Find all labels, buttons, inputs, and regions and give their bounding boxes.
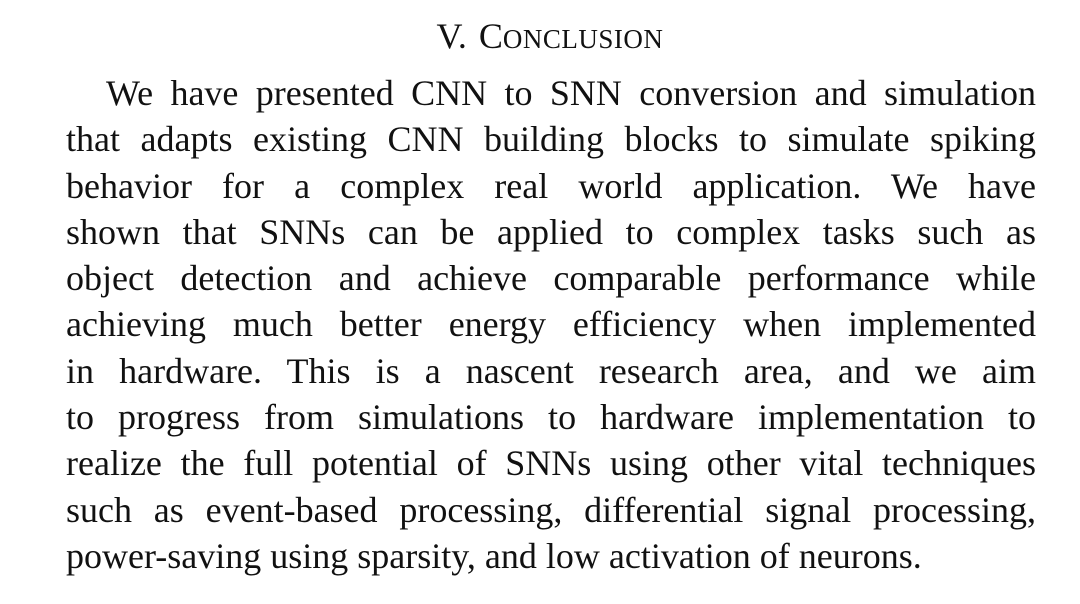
paragraph-line: such as event-based processing, differential signal processing, [66, 489, 1036, 530]
paragraph-line: power-saving using sparsity, and low activation of neurons. [66, 535, 922, 576]
paragraph-line: behavior for a complex real world application. We have [66, 165, 1036, 206]
paragraph-line: realize the full potential of SNNs using other vital techniques [66, 443, 1036, 484]
paragraph-line: to progress from simulations to hardware implementation to [66, 397, 1036, 438]
paragraph-line: We have presented CNN to SNN conversion and simulation [106, 73, 1036, 113]
paragraph-line: object detection and achieve comparable performance while [66, 258, 1036, 299]
paragraph-line: achieving much better energy efficiency when implemented [66, 304, 1036, 345]
conclusion-paragraph [66, 70, 1036, 579]
paragraph-line: in hardware. This is a nascent research area, and we aim [66, 350, 1036, 391]
paragraph-line: that adapts existing CNN building blocks to simulate spiking [66, 119, 1036, 160]
section-heading [0, 14, 1080, 61]
section-numeral: V. [436, 16, 467, 56]
paragraph-line: shown that SNNs can be applied to complex tasks such as [66, 211, 1036, 252]
section-title-rest: ONCLUSION [502, 24, 664, 54]
section-title-initial: C [478, 16, 503, 56]
